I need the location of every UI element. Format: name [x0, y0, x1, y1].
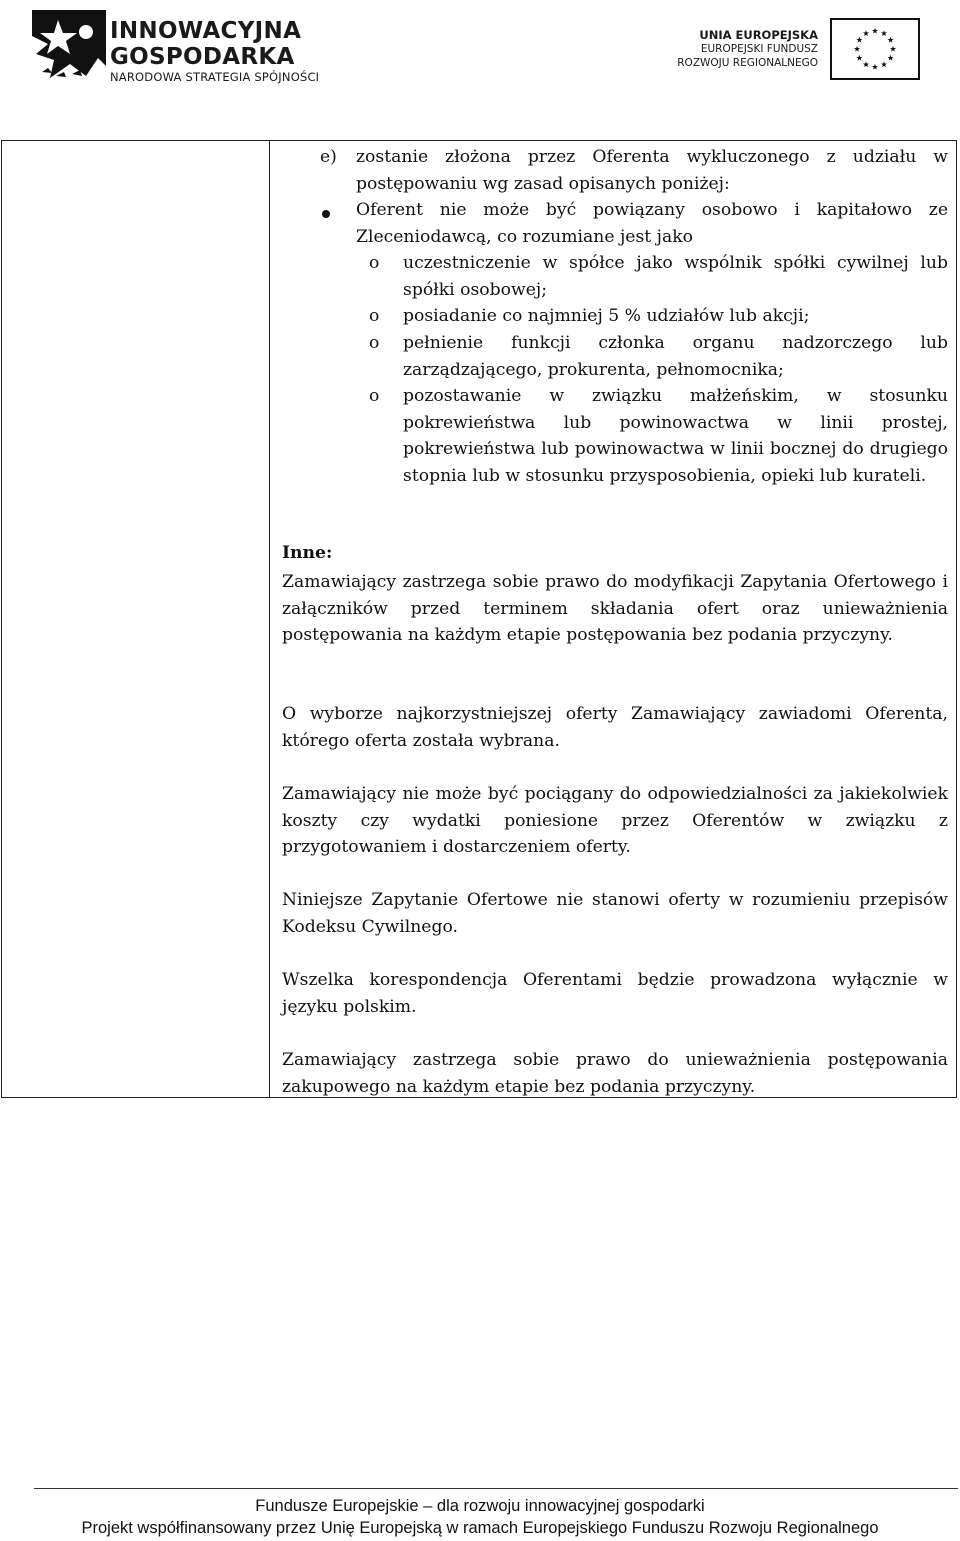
table-right-cell — [272, 141, 956, 1097]
sub-item-text: pełnienie funkcji członka organu nadzorczego lub zarządzającego, prokurenta, pełnomocnika; — [403, 333, 948, 380]
paragraph: Niniejsze Zapytanie Ofertowe nie stanowi oferty w rozumieniu przepisów Kodeksu Cywilnego. — [282, 890, 948, 937]
sub-item-marker: o — [369, 333, 380, 353]
item-e-marker: e) — [320, 147, 337, 167]
paragraph: Wszelka korespondencja Oferentami będzie prowadzona wyłącznie w języku polskim. — [282, 970, 948, 1017]
footer-line-1: Fundusze Europejskie – dla rozwoju innowacyjnej gospodarki — [255, 1497, 705, 1515]
paragraph: Zamawiający nie może być pociągany do odpowiedzialności za jakiekolwiek koszty czy wydatki poniesione przez Oferentów w związku z przygotowaniem i dostarczeniem oferty. — [282, 784, 948, 858]
eu-logo-line-2: EUROPEJSKI FUNDUSZ — [700, 43, 818, 55]
footer-line-2: Projekt współfinansowany przez Unię Europejską w ramach Europejskiego Funduszu Rozwoju Regionalnego — [81, 1519, 879, 1537]
sub-item-marker: o — [369, 253, 380, 273]
paragraph: Zamawiający zastrzega sobie prawo do modyfikacji Zapytania Ofertowego i załączników przed terminem składania ofert oraz unieważnienia postępowania na każdym etapie postępowania bez podania przyczyny. — [282, 572, 948, 646]
bullet-icon — [322, 210, 330, 218]
table-left-cell — [2, 141, 270, 1097]
eu-logo-line-1: UNIA EUROPEJSKA — [699, 28, 818, 42]
logo-line-2: GOSPODARKA — [110, 44, 295, 70]
bullet-text: Oferent nie może być powiązany osobowo i kapitałowo ze Zleceniodawcą, co rozumiane jest jako — [356, 200, 948, 247]
logo-line-1: INNOWACYJNA — [110, 18, 302, 44]
section-heading-inne: Inne: — [282, 543, 333, 563]
sub-item-marker: o — [369, 306, 380, 326]
eu-logo-line-3: ROZWOJU REGIONALNEGO — [677, 57, 818, 69]
paragraph: Zamawiający zastrzega sobie prawo do unieważnienia postępowania zakupowego na każdym etapie bez podania przyczyny. — [282, 1050, 948, 1097]
sub-item-text: uczestniczenie w spółce jako wspólnik spółki cywilnej lub spółki osobowej; — [403, 253, 948, 300]
sub-item-text: pozostawanie w związku małżeńskim, w stosunku pokrewieństwa lub powinowactwa w linii prostej, pokrewieństwa lub powinowactwa w linii bocznej do drugiego stopnia lub w stosunku przysposobienia, opieki lub kurateli. — [403, 386, 948, 486]
sub-item-text: posiadanie co najmniej 5 % udziałów lub akcji; — [403, 306, 810, 326]
eu-logo — [672, 18, 922, 82]
star-figure-logo-icon — [28, 6, 110, 88]
paragraph: O wyborze najkorzystniejszej oferty Zamawiający zawiadomi Oferenta, którego oferta została wybrana. — [282, 704, 948, 751]
item-e-text: zostanie złożona przez Oferenta wykluczonego z udziału w postępowaniu wg zasad opisanych poniżej: — [356, 147, 948, 194]
eu-flag-icon — [830, 18, 920, 80]
innowacyjna-gospodarka-logo — [28, 6, 328, 88]
logo-line-3: NARODOWA STRATEGIA SPÓJNOŚCI — [110, 70, 320, 84]
footer-divider — [34, 1488, 958, 1489]
content-table — [1, 140, 957, 1098]
sub-item-marker: o — [369, 386, 380, 406]
